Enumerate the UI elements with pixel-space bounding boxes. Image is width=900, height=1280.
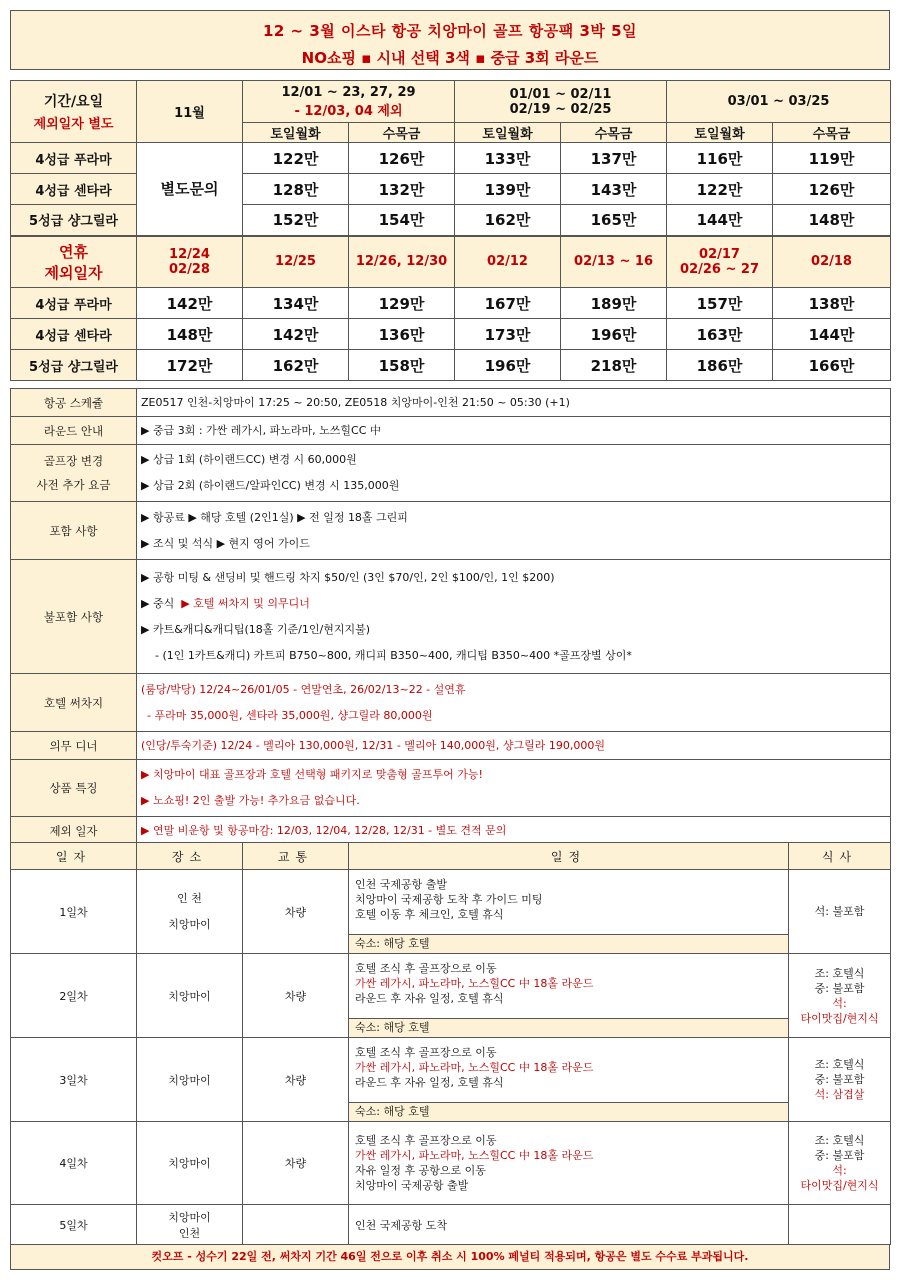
price-cell: 196만 [561, 319, 667, 350]
price-cell: 134만 [243, 288, 349, 319]
col-header-meals: 식사 [789, 843, 891, 870]
info-label: 호텔 써차지 [11, 674, 137, 732]
holiday-price-row-centara [11, 319, 891, 350]
price-cell: 162만 [243, 350, 349, 381]
product-features: ▶ 치앙마이 대표 골프장과 호텔 선택형 패키지로 맞춤형 골프투어 가능! ▶ 노쇼핑! 2인 출발 가능! 추가요금 없습니다. [137, 760, 891, 817]
price-cell: 122만 [667, 174, 773, 205]
place-cell: 치앙마이 [137, 954, 243, 1038]
page-subtitle: NO쇼핑 ▪ 시내 선택 3색 ▪ 중급 3회 라운드 [301, 49, 599, 67]
price-cell: 165만 [561, 205, 667, 236]
price-cell: 167만 [455, 288, 561, 319]
col-header-place: 장소 [137, 843, 243, 870]
schedule-cell: 호텔 조식 후 골프장으로 이동 가싼 레가시, 파노라마, 노스힐CC 中 18홀 라운드 라운드 후 자유 일정, 호텔 휴식 숙소: 해당 호텔 [349, 954, 789, 1038]
flight-schedule: ZE0517 인천-치앙마이 17:25 ~ 20:50, ZE0518 치앙마이-인천 21:50 ~ 05:30 (+1) [137, 389, 891, 417]
holiday-dates: 12/24 02/28 [137, 236, 243, 288]
col-header-schedule: 일정 [349, 843, 789, 870]
info-label: 의무 디너 [11, 732, 137, 760]
price-cell: 162만 [455, 205, 561, 236]
price-cell: 166만 [773, 350, 891, 381]
holiday-price-row-furama [11, 288, 891, 319]
place-cell: 인 천 치앙마이 [137, 870, 243, 954]
day-label: 3일차 [11, 1038, 137, 1122]
period-corner-header: 기간/요일 제외일자 별도 [11, 81, 137, 143]
itinerary-table [10, 842, 891, 1245]
price-cell: 154만 [349, 205, 455, 236]
day-label: 1일차 [11, 870, 137, 954]
transport-cell [243, 1205, 349, 1245]
info-row-features [11, 760, 891, 817]
holiday-dates: 02/17 02/26 ~ 27 [667, 236, 773, 288]
info-row-course-change [11, 445, 891, 502]
transport-cell: 차량 [243, 870, 349, 954]
price-cell: 129만 [349, 288, 455, 319]
price-cell: 157만 [667, 288, 773, 319]
info-label: 상품 특징 [11, 760, 137, 817]
schedule-cell: 인천 국제공항 출발 치앙마이 국제공항 도착 후 가이드 미팅 호텔 이동 후 체크인, 호텔 휴식 숙소: 해당 호텔 [349, 870, 789, 954]
price-cell: 142만 [243, 319, 349, 350]
itinerary-row-day3 [11, 1038, 891, 1122]
price-cell: 126만 [773, 174, 891, 205]
meal-cell: 조: 호텔식 중: 불포함 석: 타이맛집/현지식 [789, 1122, 891, 1205]
meal-cell: 석: 불포함 [789, 870, 891, 954]
itinerary-row-day4 [11, 1122, 891, 1205]
price-cell: 136만 [349, 319, 455, 350]
info-row-exclude-dates [11, 817, 891, 845]
included-items: ▶ 항공료 ▶ 해당 호텔 (2인1실) ▶ 전 일정 18홀 그린피 ▶ 조식 및 석식 ▶ 현지 영어 가이드 [137, 502, 891, 560]
separate-inquiry: 별도문의 [137, 143, 243, 236]
info-label: 골프장 변경 사전 추가 요금 [11, 445, 137, 502]
price-cell: 137만 [561, 143, 667, 174]
day-label: 5일차 [11, 1205, 137, 1245]
hotel-label: 4성급 푸라마 [11, 288, 137, 319]
info-row-excluded [11, 560, 891, 674]
title-banner [10, 10, 890, 70]
hotel-surcharge: (룸당/박당) 12/24~26/01/05 - 연말연초, 26/02/13~22 - 설연휴 - 푸라마 35,000원, 센타라 35,000원, 샹그릴라 80,000원 [137, 674, 891, 732]
mandatory-dinner: (인당/투숙기준) 12/24 - 멜리아 130,000원, 12/31 - 멜리아 140,000원, 샹그릴라 190,000원 [137, 732, 891, 760]
schedule-cell: 호텔 조식 후 골프장으로 이동 가싼 레가시, 파노라마, 노스힐CC 中 18홀 라운드 라운드 후 자유 일정, 호텔 휴식 숙소: 해당 호텔 [349, 1038, 789, 1122]
col-header-transport: 교통 [243, 843, 349, 870]
schedule-cell: 인천 국제공항 도착 [349, 1205, 789, 1245]
holiday-row [11, 236, 891, 288]
info-label: 라운드 안내 [11, 417, 137, 445]
price-cell: 126만 [349, 143, 455, 174]
hotel-label: 4성급 센타라 [11, 174, 137, 205]
lodging-label: 숙소: 해당 호텔 [349, 934, 788, 953]
lodging-label: 숙소: 해당 호텔 [349, 1018, 788, 1037]
info-row-dinner [11, 732, 891, 760]
price-cell: 143만 [561, 174, 667, 205]
holiday-price-row-shangrila [11, 350, 891, 381]
info-table [10, 388, 891, 845]
holiday-dates: 12/25 [243, 236, 349, 288]
price-cell: 163만 [667, 319, 773, 350]
period-header-1: 12/01 ~ 23, 27, 29 - 12/03, 04 제외 [243, 81, 455, 123]
hotel-label: 4성급 푸라마 [11, 143, 137, 174]
price-cell: 144만 [773, 319, 891, 350]
price-cell: 144만 [667, 205, 773, 236]
meal-cell: 조: 호텔식 중: 불포함 석: 삼겹살 [789, 1038, 891, 1122]
price-cell: 218만 [561, 350, 667, 381]
holiday-dates: 02/18 [773, 236, 891, 288]
price-table [10, 80, 891, 381]
cutoff-notice: 컷오프 - 성수기 22일 전, 써차지 기간 46일 전으로 이후 취소 시 100% 페널티 적용되며, 항공은 별도 수수료 부과됩니다. [10, 1244, 890, 1270]
info-label: 불포함 사항 [11, 560, 137, 674]
hotel-label: 5성급 샹그릴라 [11, 350, 137, 381]
info-label: 제외 일자 [11, 817, 137, 845]
transport-cell: 차량 [243, 1122, 349, 1205]
period-header-2: 01/01 ~ 02/11 02/19 ~ 02/25 [455, 81, 667, 123]
holiday-label: 연휴 제외일자 [11, 236, 137, 288]
info-label: 포함 사항 [11, 502, 137, 560]
itinerary-row-day1 [11, 870, 891, 954]
period-header-3: 03/01 ~ 03/25 [667, 81, 891, 123]
info-row-round [11, 417, 891, 445]
price-cell: 116만 [667, 143, 773, 174]
place-cell: 치앙마이 [137, 1122, 243, 1205]
itinerary-row-day5 [11, 1205, 891, 1245]
price-cell: 133만 [455, 143, 561, 174]
price-cell: 152만 [243, 205, 349, 236]
exclude-dates: ▶ 연말 비운항 및 항공마감: 12/03, 12/04, 12/28, 12/31 - 별도 견적 문의 [137, 817, 891, 845]
transport-cell: 차량 [243, 1038, 349, 1122]
schedule-cell: 호텔 조식 후 골프장으로 이동 가싼 레가시, 파노라마, 노스힐CC 中 18홀 라운드 자유 일정 후 공항으로 이동 치앙마이 국제공항 출발 [349, 1122, 789, 1205]
info-row-flight [11, 389, 891, 417]
price-cell: 186만 [667, 350, 773, 381]
day-label: 4일차 [11, 1122, 137, 1205]
excluded-items: ▶ 공항 미팅 & 샌딩비 및 핸드링 차지 $50/인 (3인 $70/인, 2인 $100/인, 1인 $200) ▶ 중식 ▶ 호텔 써차지 및 의무디너 ▶ 카트&캐디&캐디팁(18홀 기준/1인/현지지불) - (1인 1카트&캐디) 카트피 B750~800, 캐디피 B350~400, 캐디팁 B350~400 *골프장별 상이* [137, 560, 891, 674]
price-cell: 138만 [773, 288, 891, 319]
day-header: 수목금 [773, 123, 891, 143]
itinerary-header [11, 843, 891, 870]
info-row-included [11, 502, 891, 560]
nov-header: 11월 [137, 81, 243, 143]
price-cell: 128만 [243, 174, 349, 205]
info-row-surcharge [11, 674, 891, 732]
price-cell: 122만 [243, 143, 349, 174]
round-info: ▶ 중급 3회 : 가싼 레가시, 파노라마, 노쓰힐CC 中 [137, 417, 891, 445]
day-header: 수목금 [349, 123, 455, 143]
transport-cell: 차량 [243, 954, 349, 1038]
price-cell: 196만 [455, 350, 561, 381]
price-cell: 189만 [561, 288, 667, 319]
holiday-dates: 02/12 [455, 236, 561, 288]
price-cell: 142만 [137, 288, 243, 319]
price-cell: 148만 [137, 319, 243, 350]
info-label: 항공 스케쥴 [11, 389, 137, 417]
price-cell: 172만 [137, 350, 243, 381]
price-cell: 139만 [455, 174, 561, 205]
course-change-fees: ▶ 상급 1회 (하이랜드CC) 변경 시 60,000원 ▶ 상급 2회 (하이랜드/알파인CC) 변경 시 135,000원 [137, 445, 891, 502]
day-header: 토일월화 [667, 123, 773, 143]
hotel-label: 5성급 샹그릴라 [11, 205, 137, 236]
meal-cell: 조: 호텔식 중: 불포함 석: 타이맛집/현지식 [789, 954, 891, 1038]
price-cell: 132만 [349, 174, 455, 205]
day-header: 수목금 [561, 123, 667, 143]
day-header: 토일월화 [455, 123, 561, 143]
holiday-dates: 02/13 ~ 16 [561, 236, 667, 288]
price-cell: 119만 [773, 143, 891, 174]
meal-cell [789, 1205, 891, 1245]
page-title: 12 ~ 3월 이스타 항공 치앙마이 골프 항공팩 3박 5일 [262, 22, 638, 40]
hotel-label: 4성급 센타라 [11, 319, 137, 350]
day-label: 2일차 [11, 954, 137, 1038]
price-row-furama [11, 143, 891, 174]
place-cell: 치앙마이 [137, 1038, 243, 1122]
lodging-label: 숙소: 해당 호텔 [349, 1102, 788, 1121]
price-cell: 158만 [349, 350, 455, 381]
day-header: 토일월화 [243, 123, 349, 143]
holiday-dates: 12/26, 12/30 [349, 236, 455, 288]
place-cell: 치앙마이 인천 [137, 1205, 243, 1245]
col-header-day: 일자 [11, 843, 137, 870]
price-cell: 173만 [455, 319, 561, 350]
itinerary-row-day2 [11, 954, 891, 1038]
price-cell: 148만 [773, 205, 891, 236]
